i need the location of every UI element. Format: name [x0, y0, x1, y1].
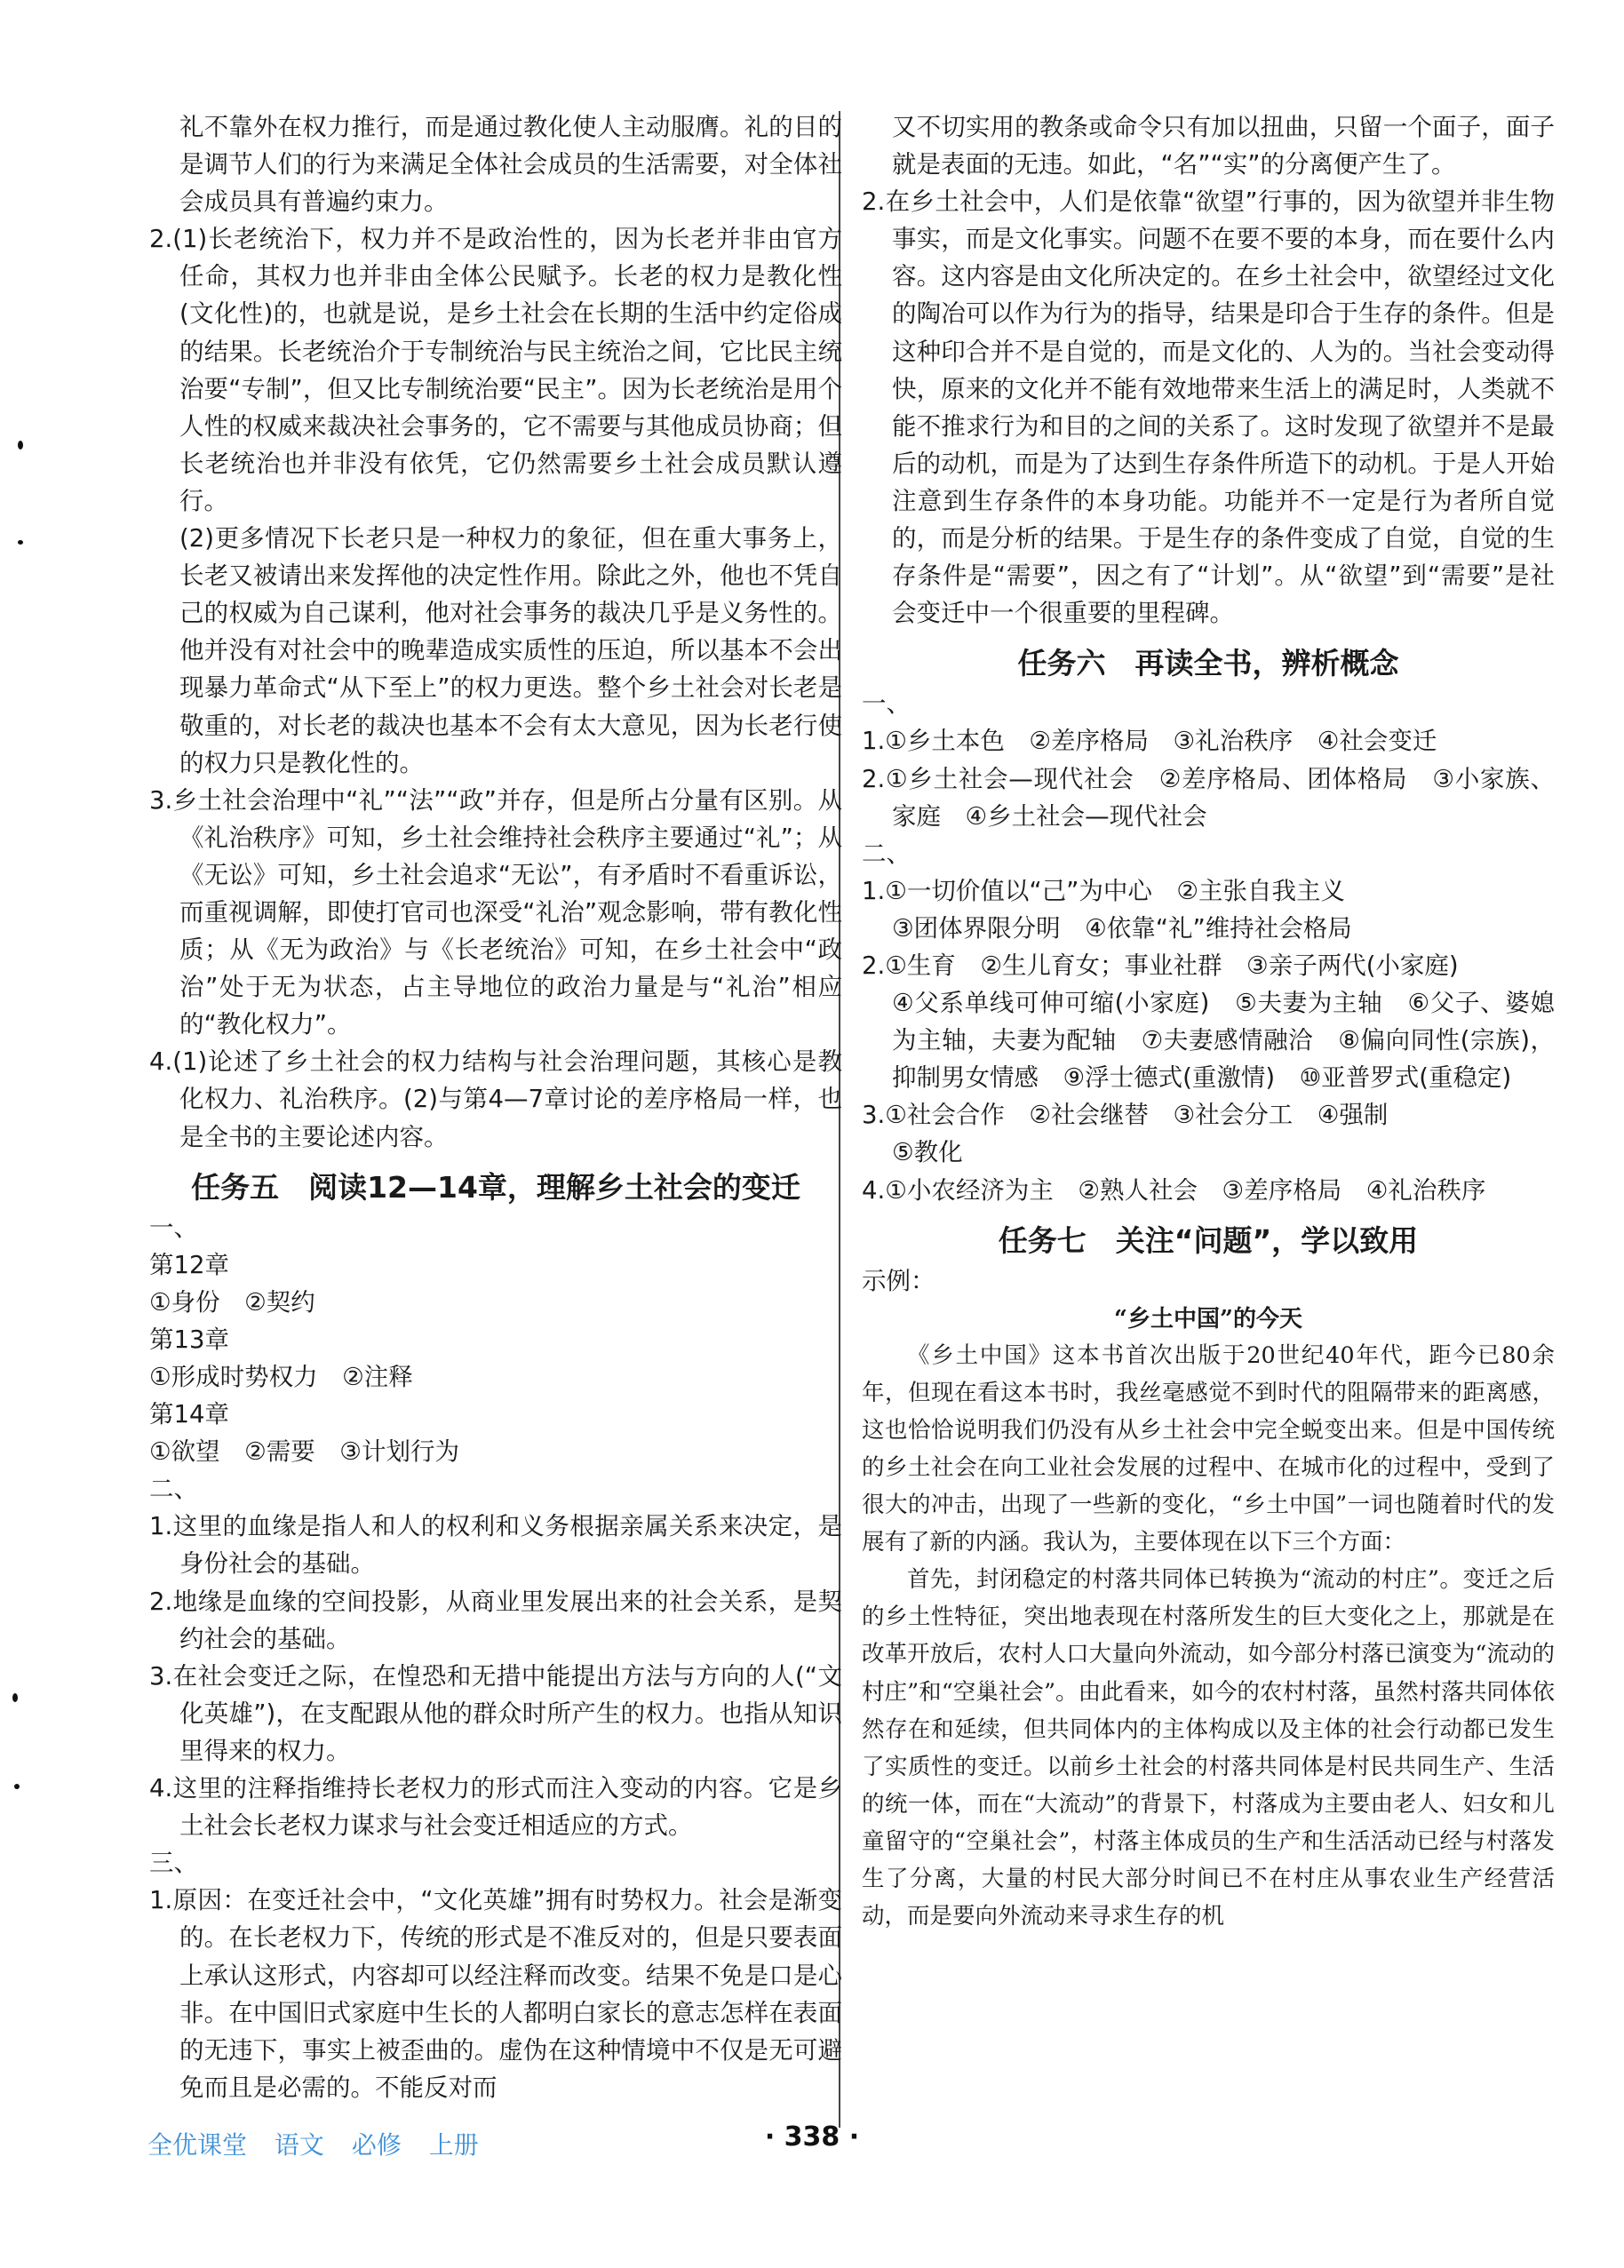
scan-mark [18, 540, 23, 545]
footer-part: 上册 [428, 2130, 479, 2160]
section-3-label: 三、 [149, 1849, 198, 1878]
scan-mark [12, 1693, 18, 1702]
section-1-label: 一、 [862, 689, 911, 719]
page-number: · 338 · [764, 2121, 860, 2153]
list-item: 3.在社会变迁之际，在惶恐和无措中能提出方法与方向的人(“文化英雄”)，在支配跟从他的群众时所产生的权力。也指从知识里得来的权力。 [149, 1661, 842, 1765]
list-item: 4.①小农经济为主 ②熟人社会 ③差序格局 ④礼治秩序 [862, 1175, 1486, 1205]
answer-2: 2.(1)长老统治下，权力并不是政治性的，因为长老并非由官方任命，其权力也并非由全体公民赋予。长老的权力是教化性(文化性)的，也就是说，是乡土社会在长期的生活中约定俗成的结果。长老统治介于专制统治与民主统治之间，它比民主统治要“专制”，但又比专制统治要“民主”。因为长老统治是用个人性的权威来裁决社会事务的，它不需要与其他成员协商；但长老统治也并非没有依凭，它仍然需要乡土社会成员默认遵行。 [149, 225, 842, 515]
answer-3: 3.乡土社会治理中“礼”“法”“政”并存，但是所占分量有区别。从《礼治秩序》可知，乡土社会维持社会秩序主要通过“礼”；从《无讼》可知，乡土社会追求“无讼”，有矛盾时不看重诉讼，而重视调解，即使打官司也深受“礼治”观念影响，带有教化性质；从《无为政治》与《长老统治》可知，在乡土社会中“政治”处于无为状态，占主导地位的政治力量是与“礼治”相应的“教化权力”。 [149, 785, 842, 1039]
list-item: 3.①社会合作 ②社会继替 ③社会分工 ④强制 [862, 1101, 1389, 1130]
chapter-13-answer: ①形成时势权力 ②注释 [149, 1363, 413, 1391]
paragraph: 礼不靠外在权力推行，而是通过教化使人主动服膺。礼的目的是调节人们的行为来满足全体社会成员的生活需要，对全体社会成员具有普遍约束力。 [179, 113, 842, 217]
chapter-13-label: 第13章 [149, 1325, 229, 1354]
right-column [862, 108, 1555, 1935]
task-7-heading: 任务七 关注“问题”，学以致用 [998, 1222, 1419, 1258]
paragraph: 又不切实用的教条或命令只有加以扭曲，只留一个面子，面子就是表面的无违。如此，“名”“实”的分离便产生了。 [892, 113, 1555, 179]
example-label: 示例： [862, 1266, 935, 1295]
task-6-heading: 任务六 再读全书，辨析概念 [1017, 646, 1399, 681]
section-1-label: 一、 [149, 1213, 198, 1242]
list-item: 1.这里的血缘是指人和人的权利和义务根据亲属关系来决定，是身份社会的基础。 [149, 1512, 842, 1579]
list-item: 1.原因：在变迁社会中，“文化英雄”拥有时势权力。社会是渐变的。在长老权力下，传统的形式是不准反对的，但是只要表面上承认这形式，内容却可以经注释而改变。结果不免是口是心非。在中国旧式家庭中生长的人都明白家长的意志怎样在表面的无违下，事实上被歪曲的。虚伪在这种情境中不仅是无可避免而且是必需的。不能反对而 [149, 1886, 842, 2102]
list-item: 2.地缘是血缘的空间投影，从商业里发展出来的社会关系，是契约社会的基础。 [149, 1587, 842, 1653]
chapter-14-answer: ①欲望 ②需要 ③计划行为 [149, 1437, 459, 1467]
task-5-heading: 任务五 阅读12—14章，理解乡土社会的变迁 [191, 1169, 800, 1205]
list-item-cont: ④父系单线可伸可缩(小家庭) ⑤夫妻为主轴 ⑥父子、婆媳为主轴，夫妻为配轴 ⑦夫妻感情融洽 ⑧偏向同性(宗族)，抑制男女情感 ⑨浮士德式(重激情) ⑩亚普罗式(重稳定) [892, 989, 1555, 1093]
list-item: 2.①乡土社会—现代社会 ②差序格局、团体格局 ③小家族、家庭 ④乡土社会—现代社会 [862, 764, 1555, 831]
chapter-14-label: 第14章 [149, 1400, 229, 1429]
list-item: 4.这里的注释指维持长老权力的形式而注入变动的内容。它是乡土社会长老权力谋求与社会变迁相适应的方式。 [149, 1774, 842, 1841]
scan-mark [14, 1784, 20, 1789]
chapter-12-label: 第12章 [149, 1250, 229, 1279]
article-title: “乡土中国”的今天 [1114, 1305, 1302, 1333]
chapter-12-answer: ①身份 ②契约 [149, 1287, 315, 1317]
answer-2: 2.在乡土社会中，人们是依靠“欲望”行事的，因为欲望并非生物事实，而是文化事实。问题不在要不要的本身，而在要什么内容。这内容是由文化所决定的。在乡土社会中，欲望经过文化的陶冶可以作为行为的指导，结果是印合于生存的条件。但是这种印合并不是自觉的，而是文化的、人为的。当社会变动得快，原来的文化并不能有效地带来生活上的满足时，人类就不能不推求行为和目的之间的关系了。这时发现了欲望并不是最后的动机，而是为了达到生存条件所造下的动机。于是人开始注意到生存条件的本身功能。功能并不一定是行为者所自觉的，而是分析的结果。于是生存的条件变成了自觉，自觉的生存条件是“需要”，因之有了“计划”。从“欲望”到“需要”是社会变迁中一个很重要的里程碑。 [862, 187, 1555, 628]
article-paragraph: 首先，封闭稳定的村落共同体已转换为“流动的村庄”。变迁之后的乡土性特征，突出地表现在村落所发生的巨大变化之上，那就是在改革开放后，农村人口大量向外流动，如今部分村落已演变为“流动的村庄”和“空巢社会”。由此看来，如今的农村村落，虽然村落共同体依然存在和延续，但共同体内的主体构成以及主体的社会行动都已发生了实质性的变迁。以前乡土社会的村落共同体是村民共同生产、生活的统一体，而在“大流动”的背景下，村落成为主要由老人、妇女和儿童留守的“空巢社会”，村落主体成员的生产和生活活动已经与村落发生了分离，大量的村民大部分时间已不在村庄从事农业生产经营活动，而是要向外流动来寻求生存的机 [862, 1566, 1555, 1930]
answer-2-part2: (2)更多情况下长老只是一种权力的象征，但在重大事务上，长老又被请出来发挥他的决定性作用。除此之外，他也不凭自己的权威为自己谋利，他对社会事务的裁决几乎是义务性的。他并没有对社会中的晚辈造成实质性的压迫，所以基本不会出现暴力革命式“从下至上”的权力更迭。整个乡土社会对长老是敬重的，对长老的裁决也基本不会有太大意见，因为长老行使的权力只是教化性的。 [179, 524, 842, 777]
list-item: 1.①乡土本色 ②差序格局 ③礼治秩序 ④社会变迁 [862, 727, 1437, 756]
footer-volume: 必修 [351, 2130, 402, 2160]
answer-4: 4.(1)论述了乡土社会的权力结构与社会治理问题，其核心是教化权力、礼治秩序。(2)与第4—7章讨论的差序格局一样，也是全书的主要论述内容。 [149, 1047, 842, 1151]
footer-series-name: 全优课堂 [147, 2130, 248, 2160]
footer-subject: 语文 [274, 2130, 324, 2160]
section-2-label: 二、 [862, 839, 911, 868]
section-2-label: 二、 [149, 1475, 198, 1504]
list-item: 2.①生育 ②生儿育女；事业社群 ③亲子两代(小家庭) [862, 951, 1459, 980]
scan-mark [18, 441, 23, 450]
list-item-cont: ③团体界限分明 ④依靠“礼”维持社会格局 [892, 913, 1352, 943]
left-column [149, 108, 842, 2106]
list-item: 1.①一切价值以“己”为中心 ②主张自我主义 [862, 876, 1346, 905]
article-paragraph: 《乡土中国》这本书首次出版于20世纪40年代，距今已80余年，但现在看这本书时，我丝毫感觉不到时代的阻隔带来的距离感，这也恰恰说明我们仍没有从乡土社会中完全蜕变出来。但是中国传统的乡土社会在向工业社会发展的过程中、在城市化的过程中，受到了很大的冲击，出现了一些新的变化，“乡土中国”一词也随着时代的发展有了新的内涵。我认为，主要体现在以下三个方面： [862, 1341, 1555, 1556]
list-item-cont: ⑤教化 [892, 1138, 963, 1167]
